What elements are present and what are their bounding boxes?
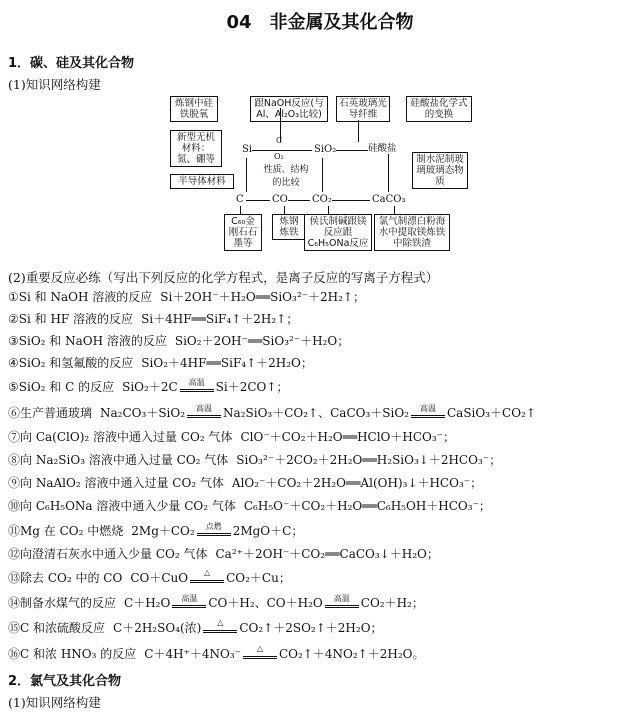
reaction-number: ⑭ <box>8 596 21 610</box>
box-silicate-change: 硅酸盐化学式的变换 <box>406 96 472 122</box>
line-co2-hou <box>328 206 329 214</box>
reaction-number: ⑫ <box>8 547 21 561</box>
reaction-equation <box>232 476 482 490</box>
reaction-line <box>8 594 424 611</box>
equation-text: SiO₃²⁻＋2CO₂＋2H₂O══H₂SiO₃↓＋2HCO₃⁻； <box>236 453 502 467</box>
equation-text: SiO₂＋4HF══SiF₄↑＋2H₂O； <box>141 356 313 370</box>
node-si: Si <box>242 144 253 155</box>
reaction-condition-label: 高温 <box>181 593 198 603</box>
line-caco3-bleach <box>394 206 395 214</box>
reaction-condition-label: 高温 <box>333 593 350 603</box>
reaction-line <box>8 474 482 491</box>
reaction-condition-label: 点燃 <box>205 521 222 531</box>
subheading-knowledge-network: (1)知识网络构建 <box>8 77 101 92</box>
reaction-equation <box>236 453 501 467</box>
reaction-equation <box>160 290 365 304</box>
box-c60: C₆₀金刚石石墨等 <box>224 214 262 251</box>
line-naoh-si <box>280 108 281 142</box>
equation-reactants: 2Mg＋CO₂ <box>131 524 195 538</box>
reaction-line <box>8 378 288 395</box>
reaction-description: SiO₂ 和氢氟酸的反应 <box>18 356 134 370</box>
node-caco3: CaCO₃ <box>372 194 406 205</box>
node-co2: CO₂ <box>312 194 332 205</box>
subheading-key-reactions: (2)重要反应必练（写出下列反应的化学方程式，是离子反应的写离子方程式） <box>8 270 439 285</box>
reaction-number: ⑥ <box>8 406 21 420</box>
equation-products-2: CaSiO₃＋CO₂↑ <box>446 406 536 420</box>
reaction-line <box>8 569 291 586</box>
reaction-description: 除去 CO₂ 中的 CO <box>20 571 123 585</box>
reaction-equation <box>124 593 424 610</box>
reaction-line <box>8 310 298 327</box>
line-co-steel <box>284 206 285 214</box>
reaction-number: ① <box>8 290 19 304</box>
knowledge-network-diagram <box>162 96 472 262</box>
reaction-number: ⑬ <box>8 571 21 585</box>
equation-text: ClO⁻＋CO₂＋H₂O══HClO＋HCO₃⁻； <box>240 430 456 444</box>
equation-products: CO₂↑＋2SO₂↑＋2H₂O； <box>239 621 383 635</box>
line-c-c60 <box>240 206 241 214</box>
reaction-number: ⑤ <box>8 380 19 394</box>
equation-products: Na₂SiO₃＋CO₂↑、CaCO₃＋SiO₂ <box>223 406 409 420</box>
reaction-condition-arrow <box>190 567 224 584</box>
reaction-condition-arrow <box>187 403 221 419</box>
page-title: 04 非金属及其化合物 <box>226 12 414 33</box>
label-property: 性质、结构的比较 <box>263 165 309 188</box>
label-c: C <box>276 136 283 145</box>
line-si-sio2 <box>252 150 312 151</box>
reaction-line <box>8 428 455 445</box>
node-co: CO <box>272 194 288 205</box>
reaction-description: 向 Na₂SiO₃ 溶液中通入过量 CO₂ 气体 <box>20 453 229 467</box>
subheading-knowledge-network-2: (1)知识网络构建 <box>8 695 101 710</box>
box-naoh: 跟NaOH反应(与Al、Al₂O₃比较) <box>250 96 328 122</box>
reaction-line <box>8 354 313 371</box>
reaction-condition-arrow <box>197 521 231 537</box>
reaction-description: SiO₂ 和 NaOH 溶液的反应 <box>18 334 167 348</box>
box-hou: 侯氏制碱跟镁反应跟C₆H₅ONa反应 <box>304 214 372 251</box>
reaction-line <box>8 619 383 636</box>
reaction-line <box>8 545 439 562</box>
section-heading-carbon-silicon: 1．碳、硅及其化合物 <box>8 56 135 71</box>
box-new-materials: 新型无机材料：氮、硼等 <box>170 130 222 167</box>
box-cement: 制水泥制玻璃玻璃态物质 <box>412 152 468 189</box>
equation-reactants: C＋4H⁺＋4NO₃⁻ <box>144 647 241 661</box>
equation-reactants: Na₂CO₃＋SiO₂ <box>100 406 186 420</box>
equation-reactants: C＋2H₂SO₄(浓) <box>113 621 202 635</box>
label-o2: O₂ <box>274 152 284 161</box>
reaction-description: C 和浓 HNO₃ 的反应 <box>20 647 137 661</box>
reaction-line <box>8 522 303 539</box>
reaction-equation <box>175 334 349 348</box>
equation-text: C₆H₅O⁻＋CO₂＋H₂O══C₆H₅OH＋HCO₃⁻； <box>243 499 491 513</box>
node-sio2: SiO₂ <box>314 144 337 155</box>
line-sio2-co2 <box>322 158 323 192</box>
reaction-description: 向澄清石灰水中通入少量 CO₂ 气体 <box>20 547 208 561</box>
reaction-number: ⑨ <box>8 476 21 490</box>
box-steel: 炼钢炼铁 <box>272 214 306 240</box>
reaction-equation <box>240 430 455 444</box>
line-si-c <box>246 158 247 192</box>
reaction-condition-label: 高温 <box>196 403 213 413</box>
reaction-number: ⑯ <box>8 647 21 661</box>
line-c-co <box>246 200 270 201</box>
reaction-description: 向 C₆H₅ONa 溶液中通入少量 CO₂ 气体 <box>20 499 236 513</box>
equation-text: Ca²⁺＋2OH⁻＋CO₂══CaCO₃↓＋H₂O； <box>215 547 439 561</box>
equation-text: Si＋2OH⁻＋H₂O══SiO₃²⁻＋2H₂↑； <box>160 290 365 304</box>
reaction-description: 向 Ca(ClO)₂ 溶液中通入过量 CO₂ 气体 <box>20 430 233 444</box>
reaction-line <box>8 332 349 349</box>
box-quartz: 石英玻璃光导纤维 <box>336 96 390 122</box>
box-bleach: 氯气制漂白粉海水中提取镁炼铁中除铁渣 <box>374 214 450 251</box>
reaction-equation <box>131 521 304 538</box>
reaction-condition-label: △ <box>217 617 224 627</box>
equation-products: 2MgO＋C； <box>232 524 304 538</box>
reaction-equation <box>144 643 425 661</box>
reaction-description: 向 NaAlO₂ 溶液中通入过量 CO₂ 气体 <box>20 476 224 490</box>
reaction-number: ② <box>8 312 19 326</box>
reaction-equation <box>215 547 438 561</box>
reaction-description: Mg 在 CO₂ 中燃烧 <box>20 524 124 538</box>
reaction-line <box>8 497 491 514</box>
line-quartz-sio2 <box>358 120 359 142</box>
equation-text: AlO₂⁻＋CO₂＋2H₂O══Al(OH)₃↓＋HCO₃⁻； <box>231 476 483 490</box>
reaction-number: ⑦ <box>8 430 21 444</box>
reaction-line <box>8 288 365 305</box>
reaction-condition-label: △ <box>204 567 211 577</box>
reaction-line <box>8 404 536 421</box>
equation-products-2: CO₂＋H₂； <box>360 596 424 610</box>
equation-text: SiO₂＋2OH⁻══SiO₃²⁻＋H₂O； <box>174 334 350 348</box>
reaction-number: ③ <box>8 334 19 348</box>
line-co-co2 <box>288 200 310 201</box>
reaction-equation <box>130 567 291 585</box>
node-silicate: 硅酸盐 <box>368 143 397 154</box>
reaction-condition-label: 高温 <box>419 403 436 413</box>
reaction-description: C 和浓硫酸反应 <box>20 621 106 635</box>
reaction-condition-arrow <box>325 593 359 609</box>
equation-products: CO₂＋Cu； <box>226 571 291 585</box>
equation-products: Si＋2CO↑； <box>215 380 289 394</box>
equation-text: Si＋4HF══SiF₄↑＋2H₂↑； <box>141 312 299 326</box>
reaction-description: Si 和 NaOH 溶液的反应 <box>18 290 153 304</box>
reaction-condition-label: △ <box>256 643 264 653</box>
line-silicate-caco3 <box>388 154 389 192</box>
reaction-condition-arrow <box>243 643 277 660</box>
reaction-condition-arrow <box>172 593 206 609</box>
reaction-equation <box>141 312 298 326</box>
box-semiconductor: 半导体材料 <box>170 174 234 189</box>
reaction-number: ⑩ <box>8 499 21 513</box>
box-si-iron: 炼钢中硅铁脱氧 <box>170 96 218 122</box>
reaction-equation <box>244 499 491 513</box>
reaction-description: Si 和 HF 溶液的反应 <box>18 312 134 326</box>
line-co2-caco3 <box>332 200 370 201</box>
equation-products: CO₂↑＋4NO₂↑＋2H₂O。 <box>279 647 425 661</box>
reaction-equation <box>113 617 383 635</box>
reaction-equation <box>122 377 289 394</box>
equation-reactants: CO＋CuO <box>130 571 189 585</box>
reaction-condition-arrow <box>180 377 214 393</box>
reaction-number: ⑧ <box>8 453 21 467</box>
section-heading-chlorine: 2．氯气及其化合物 <box>8 674 122 689</box>
reaction-number: ⑪ <box>8 524 21 538</box>
reaction-equation <box>141 356 313 370</box>
reaction-description: 生产普通玻璃 <box>20 406 93 420</box>
equation-reactants: C＋H₂O <box>124 596 171 610</box>
reaction-description: SiO₂ 和 C 的反应 <box>18 380 115 394</box>
equation-reactants: SiO₂＋2C <box>122 380 178 394</box>
reaction-condition-arrow <box>203 617 237 634</box>
reaction-description: 制备水煤气的反应 <box>20 596 117 610</box>
node-c: C <box>236 194 244 205</box>
reaction-equation <box>100 403 536 420</box>
reaction-line <box>8 451 501 468</box>
reaction-condition-label: 高温 <box>188 377 205 387</box>
reaction-number: ④ <box>8 356 19 370</box>
reaction-line <box>8 645 424 662</box>
equation-products: CO＋H₂、CO＋H₂O <box>208 596 323 610</box>
reaction-condition-arrow <box>411 403 445 419</box>
line-sio2-silicate <box>336 150 368 151</box>
reaction-number: ⑮ <box>8 621 21 635</box>
